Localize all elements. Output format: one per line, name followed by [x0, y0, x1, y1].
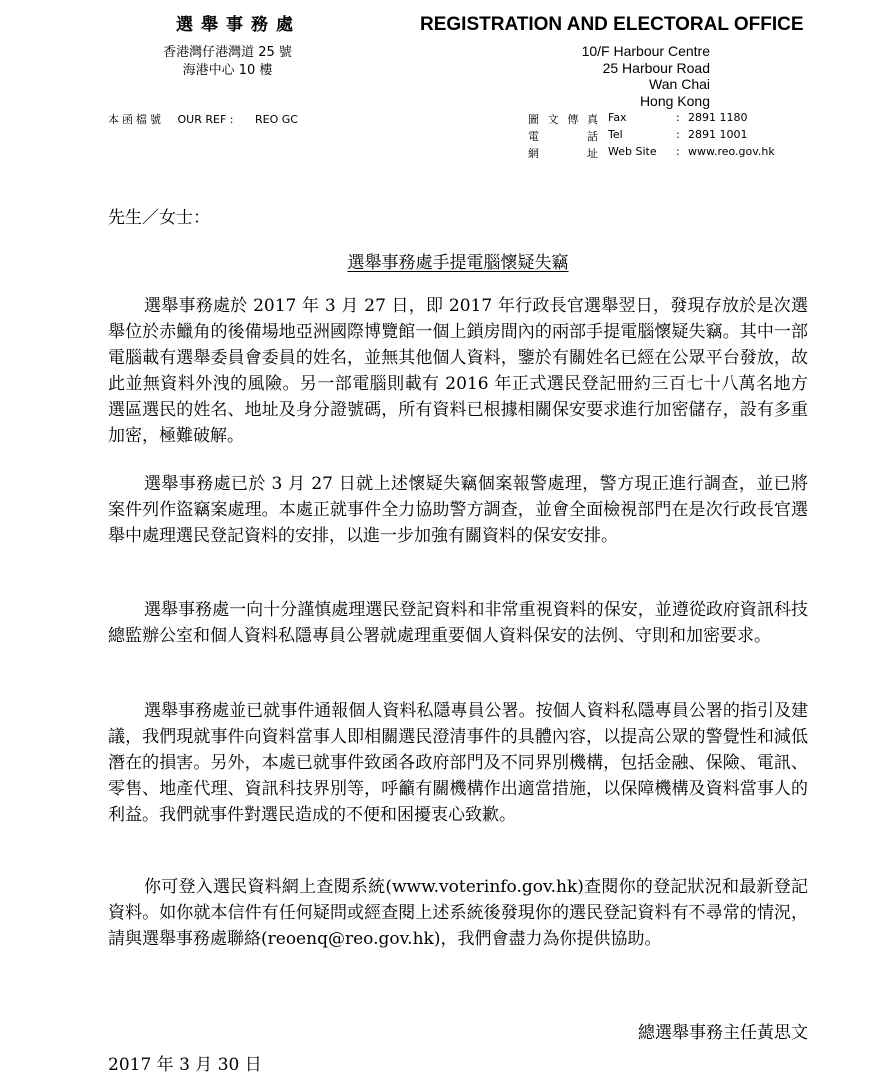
address-en-line: Hong Kong [639, 92, 710, 109]
subject-text: 選舉事務處手提電腦懷疑失竊 [347, 253, 569, 273]
contact-label-en: Tel [608, 128, 623, 141]
address-en-line: Wan Chai [649, 76, 710, 92]
address-zh-line: 香港灣仔港灣道 25 號 [163, 45, 292, 60]
contact-colon: : [676, 111, 680, 124]
reference-row [108, 111, 298, 127]
address-en-line: 10/F Harbour Centre [581, 43, 710, 59]
body-paragraph: 選舉事務處已於 3 月 27 日就上述懷疑失竊個案報警處理，警方現正進行調查，並已將案件列作盜竊案處理。本處正就事件全力協助警方調查，並會全面檢視部門在是次行政長官選舉中處理選民登記資料的安排，以進一步加強有關資料的保安安排。 [108, 474, 808, 546]
reference-value: REO GC [254, 113, 298, 126]
body-paragraph: 選舉事務處一向十分謹慎處理選民登記資料和非常重視資料的保安，並遵從政府資訊科技總監辦公室和個人資料私隱專員公署就處理重要個人資料保安的法例、守則和加密要求。 [108, 600, 808, 646]
signature: 總選舉事務主任黃思文 [638, 1023, 808, 1043]
contact-colon: : [676, 145, 680, 158]
contact-label-en: Fax [608, 111, 627, 124]
tel-number: 2891 1001 [688, 128, 748, 141]
contact-label-en: Web Site [608, 145, 657, 158]
body-paragraph: 你可登入選民資料網上查閱系統(www.voterinfo.gov.hk)查閱你的登記狀況和最新登記資料。如你就本信件有任何疑問或經查閱上述系統後發現你的選民登記資料有不尋常的情況，請與選舉事務處聯絡(reoenq@reo.gov.hk)，我們會盡力為你提供協助。 [108, 877, 808, 949]
body-paragraph: 選舉事務處並已就事件通報個人資料私隱專員公署。按個人資料私隱專員公署的指引及建議，我們現就事件向資料當事人即相關選民澄清事件的具體內容，以提高公眾的警覺性和減低潛在的損害。另外，本處已就事件致函各政府部門及不同界別機構，包括金融、保險、電訊、零售、地產代理、資訊科技界別等，呼籲有關機構作出適當措施，以保障機構及資料當事人的利益。我們就事件對選民造成的不便和困擾衷心致歉。 [108, 701, 808, 825]
subject-heading [108, 248, 808, 273]
org-name-zh: 選舉事務處 [176, 15, 301, 35]
reference-label-zh: 本函檔號 [108, 113, 164, 126]
website-url[interactable]: www.reo.gov.hk [688, 145, 775, 158]
body-paragraph: 選舉事務處於 2017 年 3 月 27 日，即 2017 年行政長官選舉翌日，發現存放於是次選舉位於赤鱲角的後備場地亞洲國際博覽館一個上鎖房間內的兩部手提電腦懷疑失竊。其中一部電腦載有選舉委員會委員的姓名，並無其他個人資料，鑒於有關姓名已經在公眾平台發放，故此並無資料外洩的風險。另一部電腦則載有 2016 年正式選民登記冊約三百七十八萬名地方選區選民的姓名、地址及身分證號碼，所有資料已根據相關保安要求進行加密儲存，設有多重加密，極難破解。 [108, 296, 808, 446]
address-en [540, 43, 710, 109]
address-zh [150, 44, 305, 80]
address-zh-line: 海港中心 10 樓 [182, 63, 273, 78]
address-en-line: 25 Harbour Road [602, 59, 710, 76]
fax-number: 2891 1180 [688, 111, 748, 124]
org-name-en: REGISTRATION AND ELECTORAL OFFICE [420, 14, 804, 35]
contact-label-zh: 電 話 [528, 130, 598, 143]
contact-colon: : [676, 128, 680, 141]
letter-date: 2017 年 3 月 30 日 [108, 1055, 262, 1075]
salutation: 先生／女士： [108, 208, 210, 228]
contact-label-zh: 圖 文 傳 真 [528, 113, 598, 126]
reference-label-en: OUR REF : [177, 113, 234, 126]
contact-label-zh: 網 址 [528, 147, 598, 160]
